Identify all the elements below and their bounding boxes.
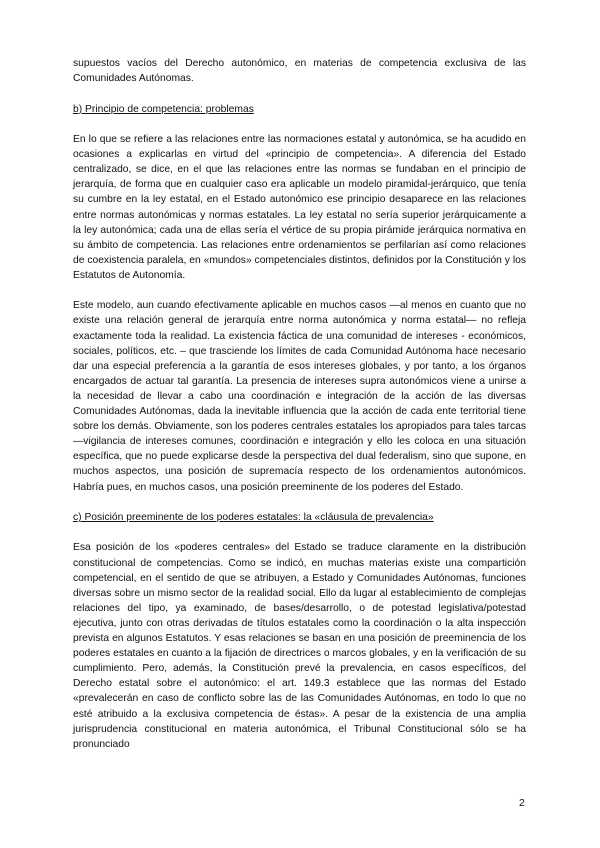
section-c-heading: c) Posición preeminente de los poderes estatales: la «cláusula de prevalencia» (73, 512, 434, 523)
section-b-paragraph-1: En lo que se refiere a las relaciones entre las normaciones estatal y autonómica, se ha acudido en ocasiones a explicarlas en virtud del «principio de competencia». A diferencia del Estado centralizado, se dice, en el que las relaciones entre las normas se fundaban en el principio de jerarquía, de forma que en cualquier caso era aplicable un modelo piramidal-jerárquico, que tenía su cumbre en la ley estatal, en el Estado autonómico ese principio desaparece en las relaciones entre normas autonómicas y normas estatales. La ley estatal no sería superior jerárquicamente a la ley autonómica; cada una de ellas sería el vértice de su propia pirámide jerárquica normativa en su ámbito de competencia. Las relaciones entre ordenamientos se perfilarían así como relaciones de coexistencia paralela, en «mundos» competenciales distintos, definidos por la Constitución y los Estatutos de Autonomía. (73, 134, 526, 281)
intro-paragraph: supuestos vacíos del Derecho autonómico, en materias de competencia exclusiva de las Comunidades Autónomas. (73, 58, 526, 85)
section-b-paragraph-2: Este modelo, aun cuando efectivamente aplicable en muchos casos —al menos en cuanto que no existe una relación general de jerarquía entre norma autonómica y norma estatal— no refleja exactamente toda la realidad. La existencia fáctica de una comunidad de intereses - económicos, sociales, políticos, etc. – que trasciende los límites de cada Comunidad Autónoma hace necesario dar una especial preferencia a la garantía de esos intereses globales, y por tanto, a los órganos encargados de actuar tal garantía. La presencia de intereses supra autonómicos viene a unirse a la necesidad de llevar a cabo una coordinación e integración de la acción de las diversas Comunidades Autónomas, dada la inevitable influencia que la acción de cada ente territorial tiene sobre los demás. Obviamente, son los poderes centrales estatales los apropiados para tales tarcas —vigilancia de intereses comunes, coordinación e integración y ello les coloca en una situación específica, que no puede explicarse desde la perspectiva del dual federalism, sino que supone, en muchos aspectos, una posición de supremacía respecto de los ordenamientos autonómicos. Habría pues, en muchos casos, una posición preeminente de los poderes del Estado. (73, 300, 526, 493)
section-b-heading: b) Principio de competencia: problemas (73, 103, 254, 115)
page-number: 2 (519, 797, 525, 809)
section-c-paragraph-1: Esa posición de los «poderes centrales» del Estado se traduce claramente en la distribución constitucional de competencias. Como se indicó, en muchas materias existe una compartición competencial, en el sentido de que se atribuyen, a Estado y Comunidades Autónomas, funciones diversas sobre un mismo sector de la realidad social. Ello da lugar al establecimiento de complejas relaciones del tipo, ya examinado, de bases/desarrollo, o de potestad legislativa/potestad ejecutiva, junto con otras derivadas de títulos estatales como la coordinación o la alta inspección prevista en algunos Estatutos. Y esas relaciones se basan en una posición de preeminencia de los poderes estatales en cuanto a la fijación de directrices o marcos globales, y en la verificación de su cumplimiento. Pero, además, la Constitución prevé la prevalencia, en casos específicos, del Derecho estatal sobre el autonómico: el art. 149.3 establece que las normas del Estado «prevalecerán en caso de conflicto sobre las de las Comunidades Autónomas, en todo lo que no esté atribuido a la exclusiva competencia de éstas». A pesar de la existencia de una amplia jurisprudencia constitucional en materia autonómica, el Tribunal Constitucional sólo se ha pronunciado (73, 542, 526, 750)
page-body (73, 56, 526, 752)
